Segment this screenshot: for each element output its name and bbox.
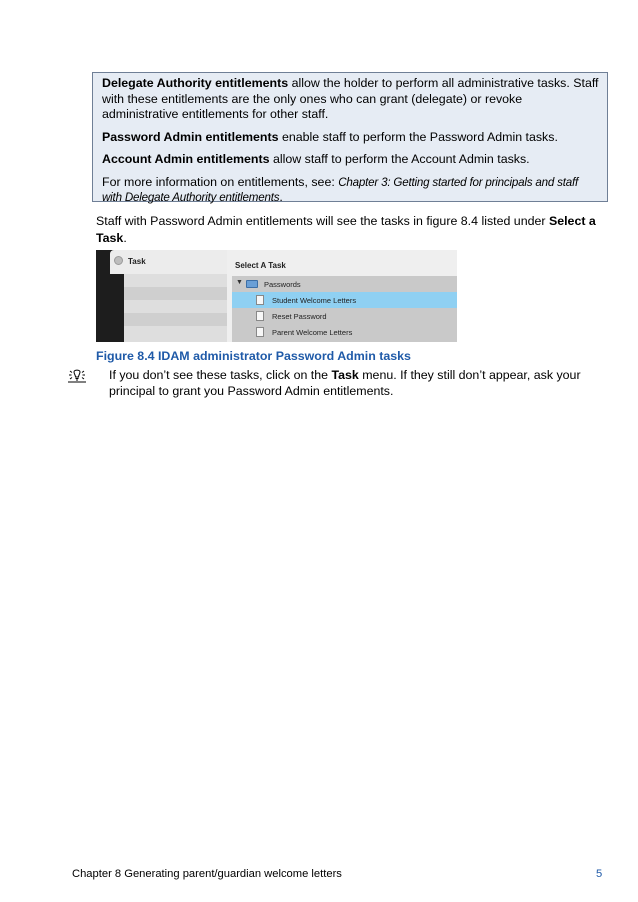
chapter-reference: Chapter 3: Getting started for principals and staff with Delegate Authority entitlements [102, 175, 579, 204]
more-info-paragraph: For more information on entitlements, see: Chapter 3: Getting started for principals and staff with Delegate Authority entitlements. [102, 174, 579, 204]
entitlements-note-box [92, 72, 608, 202]
screenshot-side-panel [96, 250, 227, 342]
document-icon [256, 295, 264, 305]
footer-chapter-title: Chapter 8 Generating parent/guardian welcome letters [72, 868, 342, 880]
task-tab-icon [114, 256, 123, 265]
document-icon [256, 327, 264, 337]
figure-caption: Figure 8.4 IDAM administrator Password Admin tasks [96, 349, 411, 363]
task-item-label: Parent Welcome Letters [272, 328, 353, 337]
task-item-reset-password[interactable] [232, 308, 457, 324]
task-tree [232, 276, 457, 342]
page-number: 5 [596, 868, 603, 880]
password-admin-paragraph: Password Admin entitlements enable staff to perform the Password Admin tasks. [102, 129, 558, 144]
figure-screenshot [96, 250, 457, 342]
lightbulb-icon [66, 368, 88, 389]
folder-label: Passwords [264, 280, 301, 289]
side-panel-row [124, 313, 227, 326]
task-item-label: Student Welcome Letters [272, 296, 357, 305]
expand-triangle-icon[interactable]: ▼ [236, 279, 243, 286]
account-admin-paragraph: Account Admin entitlements allow staff to perform the Account Admin tasks. [102, 152, 530, 166]
task-item-label: Reset Password [272, 312, 327, 321]
folder-icon [246, 280, 258, 288]
task-item-student-welcome-letters[interactable] [232, 292, 457, 308]
task-tab[interactable] [110, 250, 227, 274]
side-panel-row [124, 300, 227, 313]
intro-paragraph: Staff with Password Admin entitlements will see the tasks in figure 8.4 listed under Select a Task. [96, 214, 596, 245]
select-task-header: Select A Task [235, 261, 286, 270]
task-tab-label: Task [128, 257, 146, 266]
delegate-authority-paragraph: Delegate Authority entitlements allow the holder to perform all administrative tasks. Staff with these entitlements are the only ones who can grant (delegate) or revoke administrative entitlements for other staff. [102, 76, 599, 121]
side-panel-row [124, 326, 227, 342]
side-panel-row [124, 274, 227, 287]
tip-paragraph: If you don’t see these tasks, click on the Task menu. If they still don’t appear, ask your principal to grant you Password Admin entitlements. [109, 368, 581, 398]
side-panel-row [124, 287, 227, 300]
document-icon [256, 311, 264, 321]
passwords-folder-row[interactable] [232, 276, 457, 292]
task-item-parent-welcome-letters[interactable] [232, 324, 457, 340]
select-task-panel [227, 250, 457, 342]
